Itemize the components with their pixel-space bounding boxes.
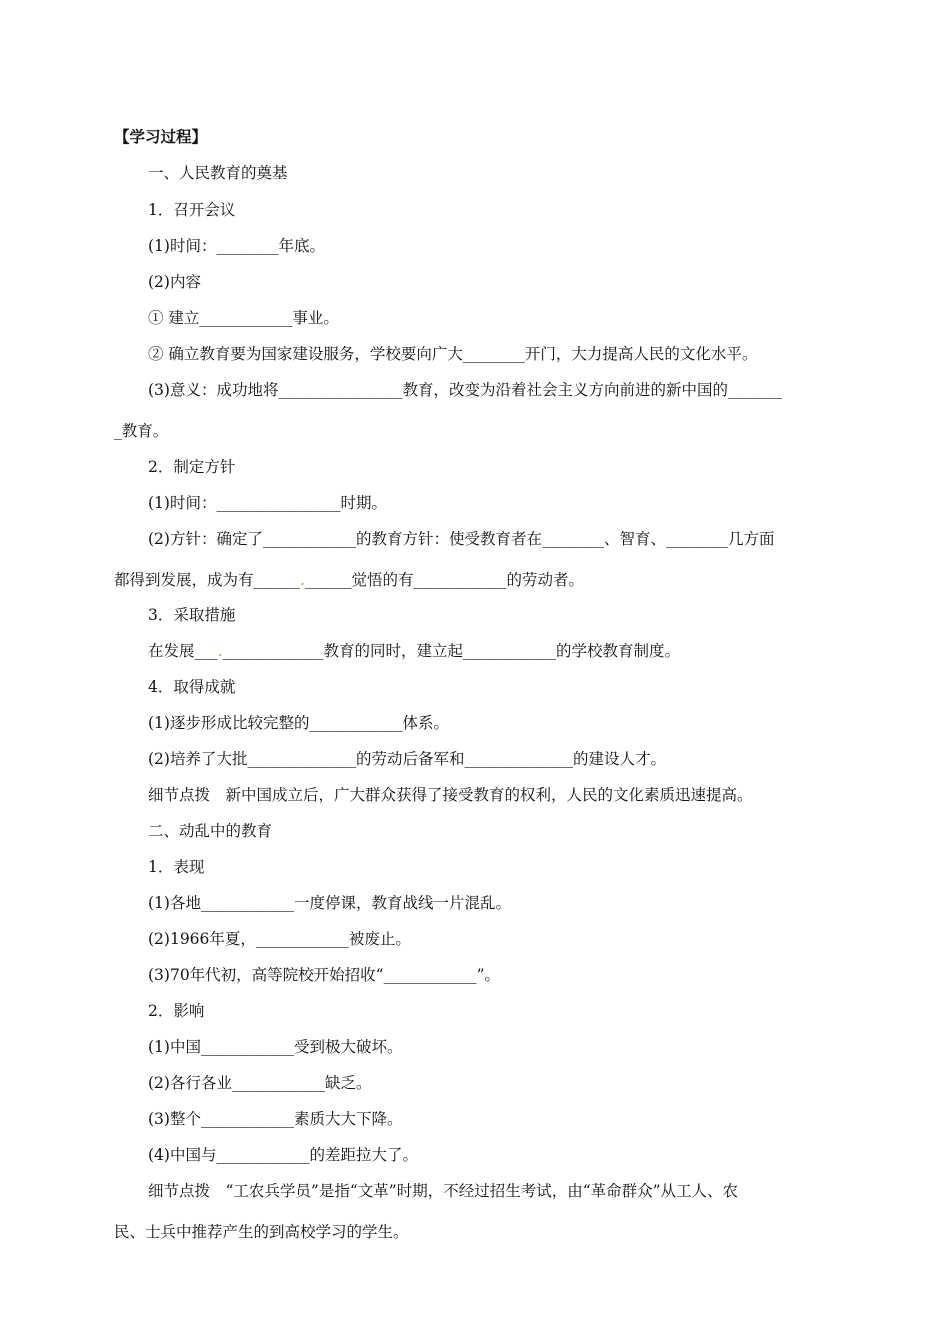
impact-3: (3)整个____________素质大大下降。 <box>148 1110 403 1128</box>
section-title-1: 一、人民教育的奠基 <box>148 164 288 182</box>
subheading-policy: 2．制定方针 <box>148 458 236 476</box>
policy-content-continued <box>114 570 584 590</box>
achievement-2: (2)培养了大批______________的劳动后备军和______________的建设人才。 <box>148 750 666 768</box>
detail-note-1: 细节点拨 新中国成立后，广大群众获得了接受教育的权利，人民的文化素质迅速提高。 <box>148 786 753 804</box>
detail-note-2-text: 细节点拨 “工农兵学员”是指“文革”时期，不经过招生考试，由“革命群众”从工人、农 <box>148 1182 739 1200</box>
subheading-impact: 2．影响 <box>148 1002 205 1020</box>
content-item-2: ② 确立教育要为国家建设服务，学校要向广大________开门，大力提高人民的文化水平。 <box>148 345 758 363</box>
marker-dot: . <box>217 642 223 660</box>
meeting-significance <box>148 380 870 400</box>
detail-note-2-continued: 民、士兵中推荐产生的到高校学习的学生。 <box>114 1223 409 1241</box>
manifestation-2: (2)1966年夏，____________被废止。 <box>148 930 411 948</box>
policy-content <box>148 529 870 549</box>
measures-text <box>148 641 680 661</box>
meeting-significance-continued: _教育。 <box>114 422 169 440</box>
manifestation-1: (1)各地____________一度停课，教育战线一片混乱。 <box>148 894 511 912</box>
impact-4: (4)中国与____________的差距拉大了。 <box>148 1146 418 1164</box>
achievement-1: (1)逐步形成比较完整的____________体系。 <box>148 714 449 732</box>
manifestation-3: (3)70年代初，高等院校开始招收“____________”。 <box>148 966 501 984</box>
meeting-significance-text: (3)意义：成功地将________________教育，改变为沿着社会主义方向前进的新中国的_______ <box>148 381 783 399</box>
subheading-manifestation: 1．表现 <box>148 858 205 876</box>
measures-text-part: 在发展___ <box>148 642 218 660</box>
measures-text-part: _____________教育的同时，建立起____________的学校教育制度。 <box>222 642 680 660</box>
section-title-2: 二、动乱中的教育 <box>148 822 273 840</box>
marker-dot: . <box>300 571 305 589</box>
subheading-measures: 3．采取措施 <box>148 606 236 624</box>
impact-2: (2)各行各业____________缺乏。 <box>148 1074 372 1092</box>
policy-text-part: ______觉悟的有____________的劳动者。 <box>304 571 584 589</box>
impact-1: (1)中国____________受到极大破坏。 <box>148 1038 403 1056</box>
content-item-1: ① 建立____________事业。 <box>148 309 339 327</box>
section-heading: 【学习过程】 <box>114 127 208 146</box>
subheading-achievements: 4．取得成就 <box>148 678 236 696</box>
subheading-meeting: 1．召开会议 <box>148 201 236 219</box>
detail-note-2 <box>148 1181 870 1201</box>
policy-text-part: 都得到发展，成为有______ <box>114 571 301 589</box>
meeting-content: (2)内容 <box>148 273 201 291</box>
meeting-time: (1)时间：________年底。 <box>148 237 325 255</box>
policy-time: (1)时间：________________时期。 <box>148 494 387 512</box>
policy-content-text: (2)方针：确定了____________的教育方针：使受教育者在________、智育、________几方面 <box>148 530 775 548</box>
